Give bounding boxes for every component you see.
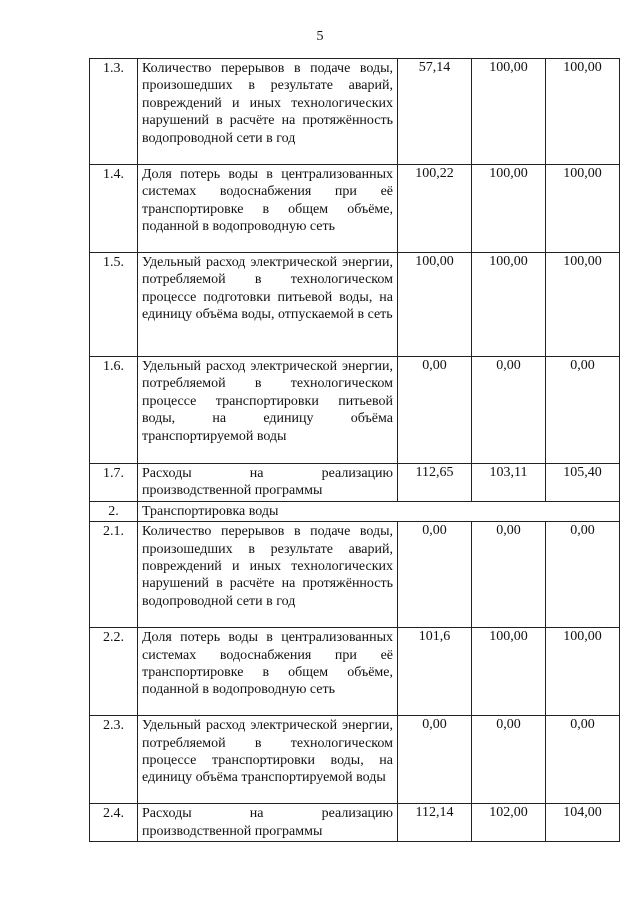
row-number: 2.2.	[90, 628, 138, 716]
value-cell: 100,00	[546, 628, 620, 716]
row-description: Удельный расход электрической энергии, потребляемой в технологическом процессе подготовки питьевой воды, на единицу объёма воды, отпускаемой в сеть	[138, 253, 398, 357]
value-cell: 100,00	[472, 59, 546, 165]
table-row	[90, 804, 620, 842]
value-cell: 100,00	[546, 59, 620, 165]
value-cell: 100,22	[398, 165, 472, 253]
value-cell: 0,00	[398, 357, 472, 464]
value-cell: 100,00	[546, 165, 620, 253]
row-description: Доля потерь воды в централизованных системах водоснабжения при её транспортировке в общем объёме, поданной в водопроводную сеть	[138, 165, 398, 253]
row-number: 1.7.	[90, 464, 138, 502]
value-cell: 0,00	[546, 522, 620, 628]
section-number: 2.	[90, 501, 138, 521]
section-title: Транспортировка воды	[138, 501, 620, 521]
value-cell: 0,00	[472, 522, 546, 628]
value-cell: 105,40	[546, 464, 620, 502]
value-cell: 0,00	[546, 716, 620, 804]
table-row	[90, 628, 620, 716]
table-row	[90, 253, 620, 357]
value-cell: 100,00	[398, 253, 472, 357]
value-cell: 102,00	[472, 804, 546, 842]
row-number: 1.6.	[90, 357, 138, 464]
value-cell: 0,00	[398, 716, 472, 804]
value-cell: 0,00	[472, 716, 546, 804]
value-cell: 112,65	[398, 464, 472, 502]
row-number: 1.3.	[90, 59, 138, 165]
row-description: Расходы на реализацию производственной программы	[138, 804, 398, 842]
row-number: 1.4.	[90, 165, 138, 253]
row-number: 2.1.	[90, 522, 138, 628]
table-row	[90, 357, 620, 464]
value-cell: 101,6	[398, 628, 472, 716]
value-cell: 100,00	[546, 253, 620, 357]
row-description: Удельный расход электрической энергии, потребляемой в технологическом процессе транспортировки питьевой воды, на единицу объёма транспортируемой воды	[138, 357, 398, 464]
row-description: Доля потерь воды в централизованных системах водоснабжения при её транспортировке в общем объёме, поданной в водопроводную сеть	[138, 628, 398, 716]
row-number: 1.5.	[90, 253, 138, 357]
value-cell: 100,00	[472, 628, 546, 716]
value-cell: 100,00	[472, 165, 546, 253]
row-description: Количество перерывов в подаче воды, произошедших в результате аварий, повреждений и иных технологических нарушений в расчёте на протяжённость водопроводной сети в год	[138, 59, 398, 165]
page-number: 5	[316, 29, 324, 44]
row-description: Расходы на реализацию производственной программы	[138, 464, 398, 502]
indicators-table	[89, 58, 620, 842]
value-cell: 0,00	[546, 357, 620, 464]
table-row	[90, 165, 620, 253]
table-row	[90, 464, 620, 502]
value-cell: 112,14	[398, 804, 472, 842]
value-cell: 104,00	[546, 804, 620, 842]
table-row	[90, 59, 620, 165]
value-cell: 57,14	[398, 59, 472, 165]
row-number: 2.3.	[90, 716, 138, 804]
table-row	[90, 716, 620, 804]
value-cell: 100,00	[472, 253, 546, 357]
value-cell: 103,11	[472, 464, 546, 502]
section-row	[90, 501, 620, 521]
value-cell: 0,00	[398, 522, 472, 628]
row-number: 2.4.	[90, 804, 138, 842]
row-description: Количество перерывов в подаче воды, произошедших в результате аварий, повреждений и иных технологических нарушений в расчёте на протяжённость водопроводной сети в год	[138, 522, 398, 628]
value-cell: 0,00	[472, 357, 546, 464]
row-description: Удельный расход электрической энергии, потребляемой в технологическом процессе транспортировки воды, на единицу объёма транспортируемой воды	[138, 716, 398, 804]
table-row	[90, 522, 620, 628]
